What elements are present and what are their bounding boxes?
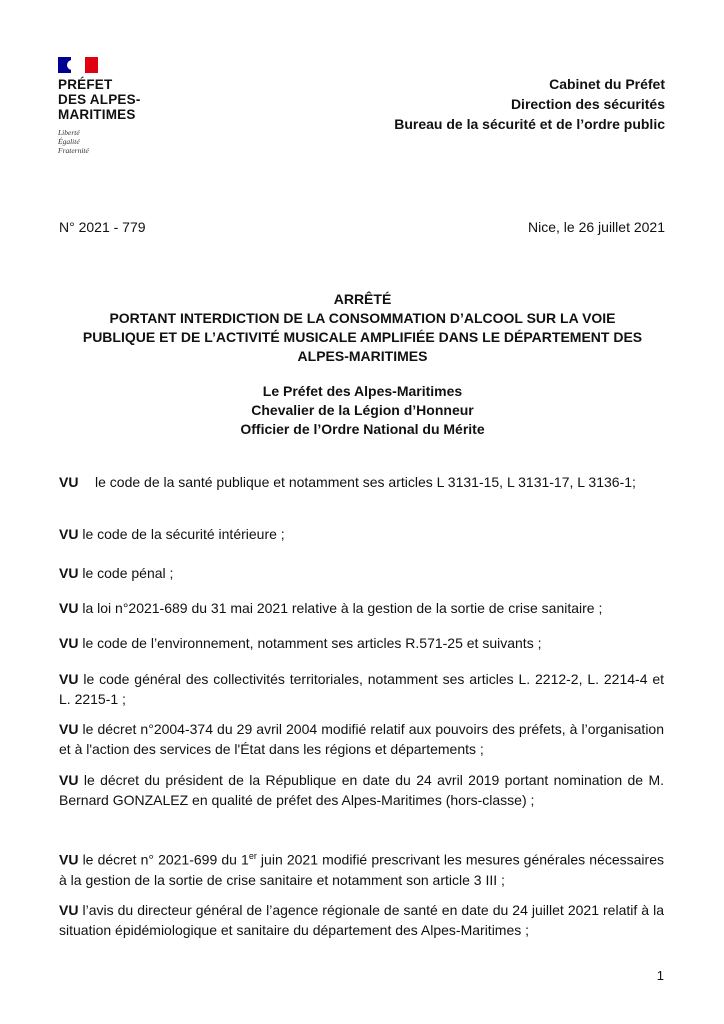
header-line: Direction des sécurités [510,96,665,112]
header-line: Bureau de la sécurité et de l’ordre public [394,116,665,132]
arrete-number: N° 2021 - 779 [59,219,146,235]
visa-paragraph: VU l’avis du directeur général de l’agence régionale de santé en date du 24 juillet 2021 relatif à la situation épidémiologique et sanitaire du département des Alpes-Maritimes ; [59,902,665,938]
republic-motto: Liberté Égalité Fraternité [58,128,89,155]
visa-paragraph: VU le code de la sécurité intérieure ; [59,526,285,542]
header-line: Cabinet du Préfet [549,76,665,92]
visa-paragraph: VU le code pénal ; [59,565,174,581]
visa-paragraph: VU le code de l’environnement, notamment ses articles R.571-25 et suivants ; [59,635,542,651]
place-date: Nice, le 26 juillet 2021 [528,219,665,235]
prefecture-logo [58,57,178,155]
document-title: ARRÊTÉ PORTANT INTERDICTION DE LA CONSOMMATION D’ALCOOL SUR LA VOIE PUBLIQUE ET DE L’ACTIVITÉ MUSICALE AMPLIFIÉE DANS LE DÉPARTEMENT DES ALPES-MARITIMES [82,291,643,364]
signing-authority: Le Préfet des Alpes-Maritimes Chevalier de la Légion d’Honneur Officier de l’Ordre National du Mérite [240,383,485,437]
visa-paragraph: VU le code de la santé publique et notamment ses articles L 3131-15, L 3131-17, L 3136-1; [59,474,636,490]
logo-text-line: DES ALPES- [58,92,141,107]
logo-text-line: PRÉFET [58,77,113,92]
logo-text-line: MARITIMES [58,107,136,122]
visa-paragraph: VU la loi n°2021-689 du 31 mai 2021 relative à la gestion de la sortie de crise sanitaire ; [59,600,603,616]
visa-paragraph: VU le code général des collectivités territoriales, notamment ses articles L. 2212-2, L. 2214-4 et L. 2215-1 ; [59,671,665,707]
visa-paragraph: VU le décret n°2004-374 du 29 avril 2004 modifié relatif aux pouvoirs des préfets, à l’organisation et à l'action des services de l'État dans les régions et départements ; [59,721,665,757]
marianne-flag-icon [58,57,98,73]
visa-paragraph: VU le décret n° 2021-699 du 1er juin 2021 modifié prescrivant les mesures générales nécessaires à la gestion de la sortie de crise sanitaire et notamment son article 3 III ; [59,851,664,888]
issuing-office-header [394,74,665,134]
visa-paragraph: VU le décret du président de la République en date du 24 avril 2019 portant nomination de M. Bernard GONZALEZ en qualité de préfet des Alpes-Maritimes (hors-classe) ; [59,772,664,808]
page-number: 1 [656,968,664,983]
